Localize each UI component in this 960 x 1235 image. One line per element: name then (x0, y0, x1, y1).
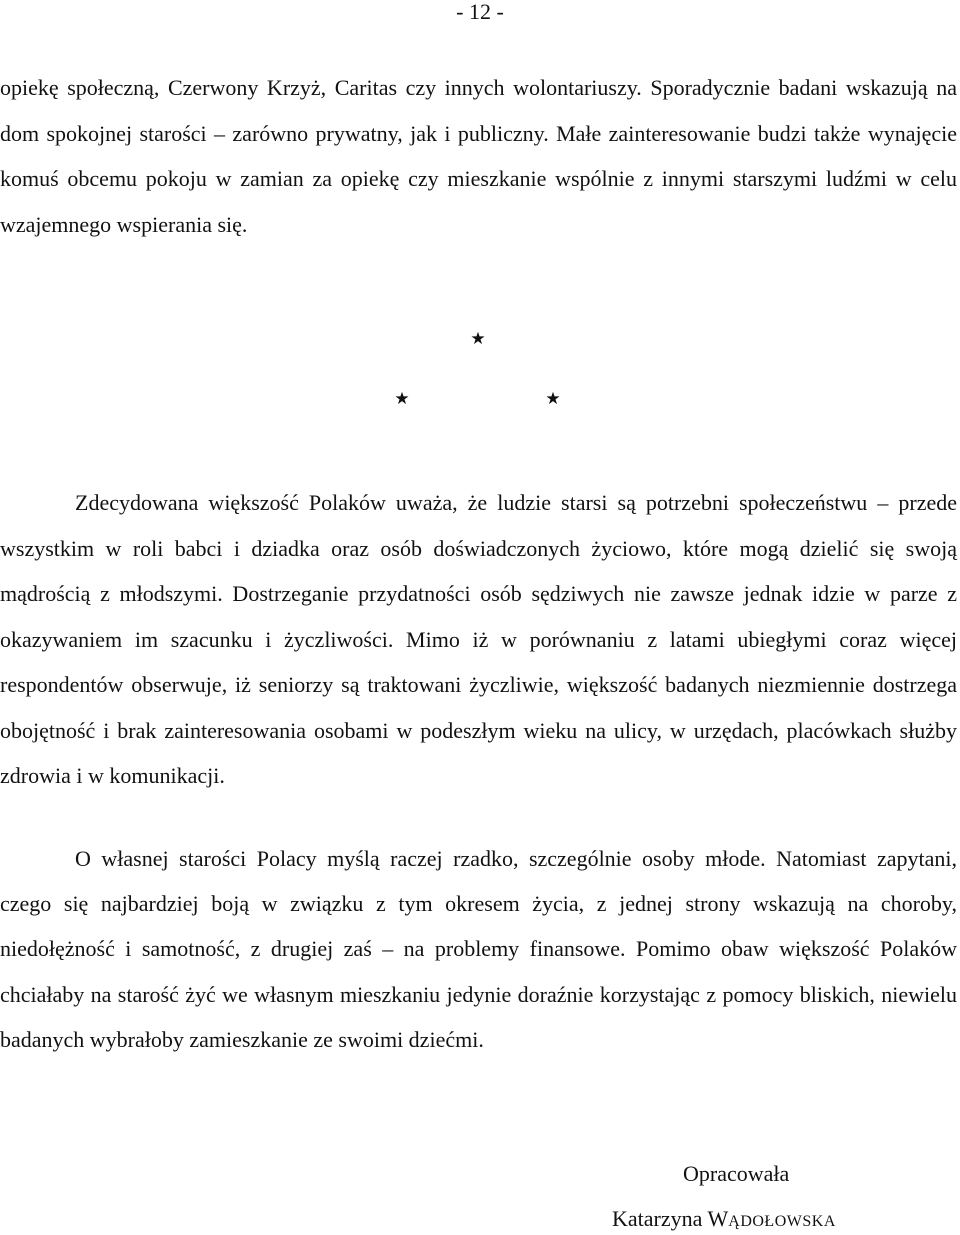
paragraph-2: Zdecydowana większość Polaków uważa, że ludzie starsi są potrzebni społeczeństwu – przede wszystkim w roli babci i dziadka oraz osób doświadczonych życiowo, które mogą dzielić się swoją mądrością z młodszymi. Dostrzeganie przydatności osób sędziwych nie zawsze jednak idzie w parze z okazywaniem im szacunku i życzliwości. Mimo iż w porównaniu z latami ubiegłymi coraz więcej respondentów obserwuje, iż seniorzy są traktowani życzliwie, większość badanych niezmiennie dostrzega obojętność i brak zainteresowania osobami w podeszłym wieku na ulicy, w urzędach, placówkach służby zdrowia i w komunikacji. (0, 490, 957, 788)
star-icon: ★ (470, 329, 486, 349)
paragraph-1: opiekę społeczną, Czerwony Krzyż, Caritas czy innych wolontariuszy. Sporadycznie badani wskazują na dom spokojnej starości – zarówno prywatny, jak i publiczny. Małe zainteresowanie budzi także wynajęcie komuś obcemu pokoju w zamian za opiekę czy mieszkanie wspólnie z innymi starszymi ludźmi w celu wzajemnego wspierania się. (0, 75, 957, 237)
author-last-name-rest: ĄDOŁOWSKA (728, 1213, 836, 1230)
author-last-name-initial: W (707, 1206, 729, 1231)
paragraph-3: O własnej starości Polacy myślą raczej rzadko, szczególnie osoby młode. Natomiast zapytani, czego się najbardziej boją w związku z tym okresem życia, z jednej strony wskazują na choroby, niedołężność i samotność, z drugiej zaś – na problemy finansowe. Pomimo obaw większość Polaków chciałaby na starość żyć we własnym mieszkaniu jedynie doraźnie korzystając z pomocy bliskich, niewielu badanych wybrałoby zamieszkanie ze swoimi dziećmi. (0, 846, 957, 1052)
star-icon: ★ (394, 389, 410, 409)
star-icon: ★ (545, 389, 561, 409)
signature-name (612, 1206, 836, 1235)
author-first-name: Katarzyna (612, 1206, 703, 1231)
page-number: - 12 - (456, 0, 504, 24)
signature-role: Opracowała (683, 1161, 790, 1186)
